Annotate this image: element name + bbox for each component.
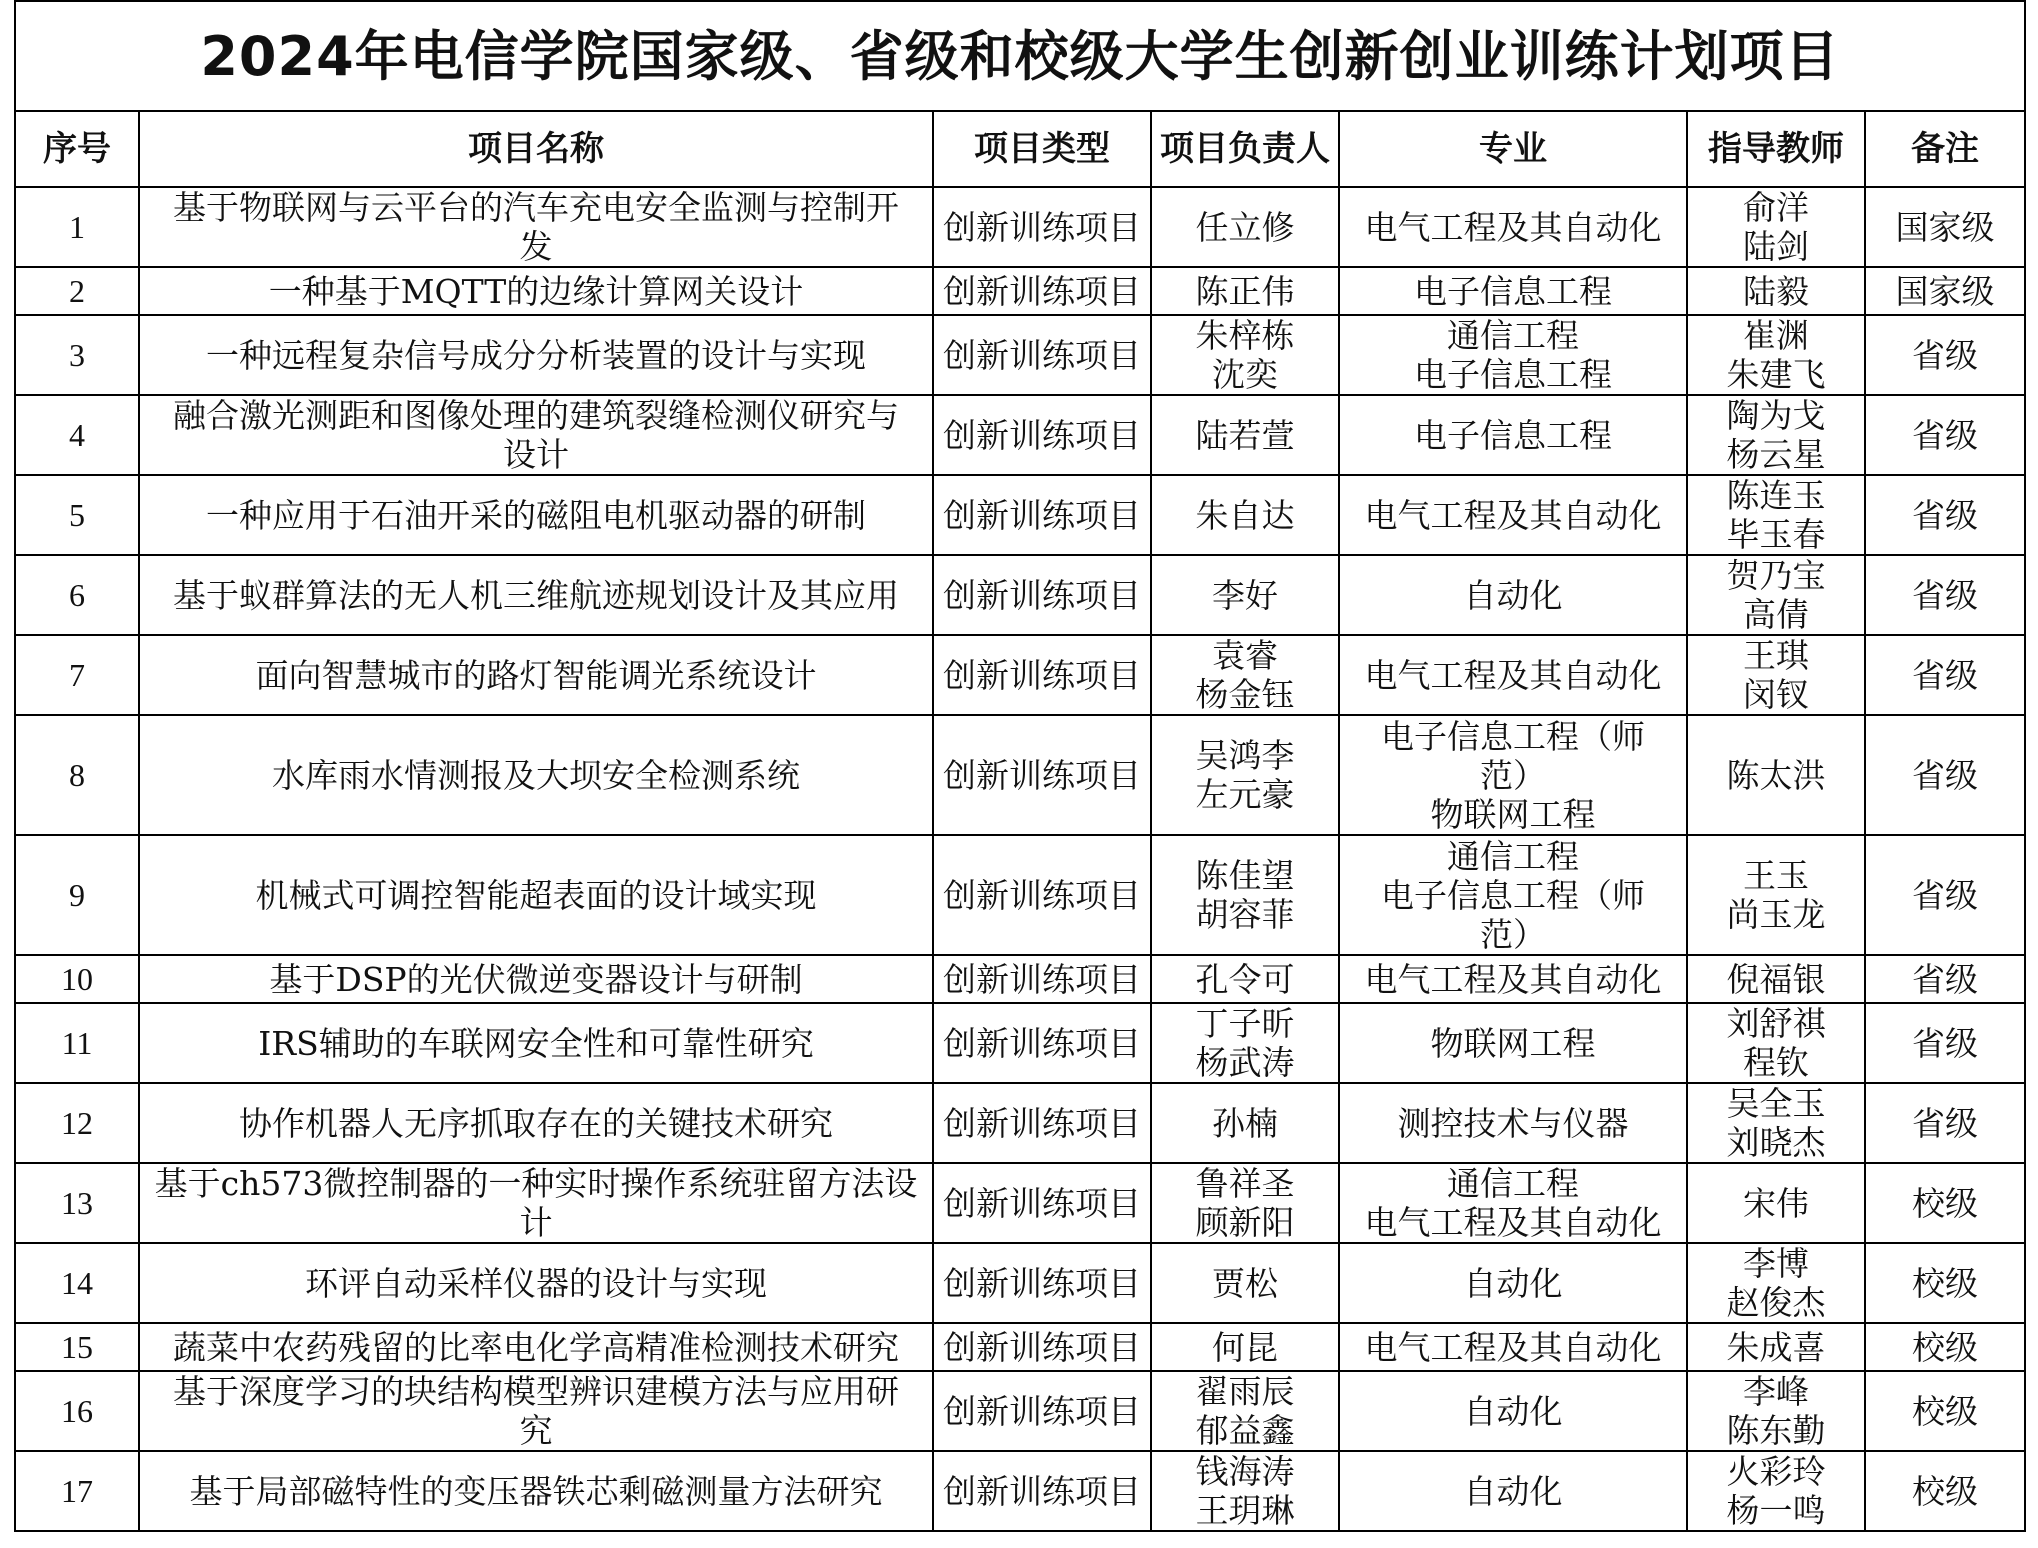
cell-remark: 校级 <box>1865 1163 2025 1243</box>
cell-major <box>1339 835 1687 955</box>
cell-leader-line: 孔令可 <box>1195 959 1295 999</box>
cell-remark: 省级 <box>1865 315 2025 395</box>
cell-project-name <box>139 635 933 715</box>
cell-project-name <box>139 315 933 395</box>
cell-project-type: 创新训练项目 <box>933 635 1151 715</box>
cell-project-type: 创新训练项目 <box>933 1083 1151 1163</box>
cell-advisor-line: 倪福银 <box>1726 959 1826 999</box>
cell-project-name-line: 一种应用于石油开采的磁阻电机驱动器的研制 <box>206 495 866 535</box>
cell-leader <box>1151 187 1339 267</box>
cell-index: 8 <box>15 715 139 835</box>
page-title: 2024年电信学院国家级、省级和校级大学生创新创业训练计划项目 <box>15 1 2025 111</box>
cell-index: 9 <box>15 835 139 955</box>
cell-advisor-line: 陆剑 <box>1743 227 1809 266</box>
cell-advisor-line: 陈东勤 <box>1726 1411 1826 1450</box>
cell-advisor <box>1687 1083 1865 1163</box>
cell-major <box>1339 187 1687 267</box>
table-row <box>15 1083 2025 1163</box>
cell-index: 10 <box>15 955 139 1003</box>
cell-leader-line: 李好 <box>1212 575 1278 615</box>
cell-project-type: 创新训练项目 <box>933 1371 1151 1451</box>
cell-project-name <box>139 475 933 555</box>
cell-leader <box>1151 315 1339 395</box>
spreadsheet <box>14 0 2024 1532</box>
cell-advisor-line: 陈太洪 <box>1726 755 1826 795</box>
header-advisor: 指导教师 <box>1687 111 1865 187</box>
cell-project-name <box>139 1243 933 1323</box>
cell-advisor-line: 李博 <box>1743 1244 1809 1283</box>
cell-remark: 国家级 <box>1865 267 2025 315</box>
cell-leader-line: 何昆 <box>1212 1327 1278 1367</box>
cell-leader-line: 鲁祥圣 <box>1195 1164 1295 1203</box>
cell-advisor <box>1687 635 1865 715</box>
cell-remark: 省级 <box>1865 715 2025 835</box>
cell-advisor-line: 陶为戈 <box>1726 396 1826 435</box>
cell-major-line: 自动化 <box>1463 575 1563 615</box>
cell-project-name <box>139 1083 933 1163</box>
table-row <box>15 555 2025 635</box>
cell-project-type: 创新训练项目 <box>933 1003 1151 1083</box>
cell-advisor-line: 赵俊杰 <box>1726 1283 1826 1322</box>
cell-major <box>1339 315 1687 395</box>
cell-leader-line: 翟雨辰 <box>1195 1372 1295 1411</box>
cell-advisor-line: 闵钗 <box>1743 675 1809 714</box>
cell-major-line: 物联网工程 <box>1430 1023 1596 1063</box>
header-remark: 备注 <box>1865 111 2025 187</box>
cell-project-type: 创新训练项目 <box>933 1451 1151 1531</box>
cell-major-line: 电气工程及其自动化 <box>1364 1203 1662 1242</box>
cell-leader-line: 左元豪 <box>1195 775 1295 814</box>
cell-major-line: 电气工程及其自动化 <box>1364 1327 1662 1367</box>
header-type: 项目类型 <box>933 111 1151 187</box>
cell-project-name-line: 究 <box>519 1411 553 1450</box>
cell-project-name-line: 环评自动采样仪器的设计与实现 <box>305 1263 767 1303</box>
cell-index: 6 <box>15 555 139 635</box>
cell-leader <box>1151 395 1339 475</box>
cell-major-line: 物联网工程 <box>1430 794 1596 834</box>
cell-leader <box>1151 1451 1339 1531</box>
cell-project-name <box>139 1003 933 1083</box>
cell-advisor-line: 朱建飞 <box>1726 355 1826 394</box>
cell-project-type: 创新训练项目 <box>933 267 1151 315</box>
cell-advisor-line: 陈连玉 <box>1726 476 1826 515</box>
cell-leader <box>1151 1371 1339 1451</box>
cell-project-name <box>139 267 933 315</box>
table-row <box>15 475 2025 555</box>
cell-major <box>1339 955 1687 1003</box>
cell-leader <box>1151 475 1339 555</box>
cell-leader <box>1151 1083 1339 1163</box>
cell-project-name-line: 基于蚁群算法的无人机三维航迹规划设计及其应用 <box>173 575 899 615</box>
cell-advisor <box>1687 1003 1865 1083</box>
cell-major <box>1339 1003 1687 1083</box>
cell-index: 14 <box>15 1243 139 1323</box>
cell-remark: 国家级 <box>1865 187 2025 267</box>
cell-index: 15 <box>15 1323 139 1371</box>
cell-project-name-line: 一种远程复杂信号成分分析装置的设计与实现 <box>206 335 866 375</box>
table-row <box>15 1371 2025 1451</box>
cell-leader-line: 郁益鑫 <box>1195 1411 1295 1450</box>
cell-leader <box>1151 1243 1339 1323</box>
table-row <box>15 1451 2025 1531</box>
cell-project-type: 创新训练项目 <box>933 715 1151 835</box>
table-row <box>15 187 2025 267</box>
cell-remark: 省级 <box>1865 955 2025 1003</box>
cell-advisor <box>1687 1243 1865 1323</box>
table-row <box>15 1243 2025 1323</box>
cell-advisor <box>1687 955 1865 1003</box>
cell-advisor <box>1687 187 1865 267</box>
cell-advisor-line: 崔渊 <box>1743 316 1809 355</box>
cell-index: 16 <box>15 1371 139 1451</box>
cell-advisor <box>1687 395 1865 475</box>
cell-major <box>1339 267 1687 315</box>
cell-leader-line: 杨金钰 <box>1195 675 1295 714</box>
cell-project-name <box>139 555 933 635</box>
cell-major <box>1339 1163 1687 1243</box>
cell-advisor <box>1687 835 1865 955</box>
cell-major <box>1339 1243 1687 1323</box>
cell-major-line: 电气工程及其自动化 <box>1364 959 1662 999</box>
cell-major-line: 电子信息工程 <box>1414 271 1612 311</box>
cell-major-line: 通信工程 <box>1447 836 1579 876</box>
cell-remark: 省级 <box>1865 635 2025 715</box>
cell-project-type: 创新训练项目 <box>933 1243 1151 1323</box>
cell-major-line: 通信工程 <box>1447 316 1579 355</box>
cell-advisor <box>1687 1323 1865 1371</box>
cell-advisor-line: 吴全玉 <box>1726 1084 1826 1123</box>
cell-advisor <box>1687 315 1865 395</box>
cell-leader <box>1151 1003 1339 1083</box>
cell-leader-line: 朱自达 <box>1195 495 1295 535</box>
cell-project-type: 创新训练项目 <box>933 835 1151 955</box>
cell-major <box>1339 1323 1687 1371</box>
cell-leader-line: 孙楠 <box>1212 1103 1278 1143</box>
cell-index: 11 <box>15 1003 139 1083</box>
cell-major <box>1339 635 1687 715</box>
cell-index: 4 <box>15 395 139 475</box>
table-row <box>15 395 2025 475</box>
table-row <box>15 315 2025 395</box>
cell-advisor-line: 程钦 <box>1743 1043 1809 1082</box>
cell-index: 13 <box>15 1163 139 1243</box>
table-body <box>15 187 2025 1531</box>
table-row <box>15 635 2025 715</box>
cell-advisor-line: 王玉 <box>1743 856 1809 895</box>
cell-remark: 校级 <box>1865 1371 2025 1451</box>
cell-leader-line: 陈正伟 <box>1195 271 1295 311</box>
cell-project-name <box>139 1163 933 1243</box>
cell-major <box>1339 555 1687 635</box>
cell-project-name-line: 机械式可调控智能超表面的设计域实现 <box>255 875 817 915</box>
cell-leader-line: 袁睿 <box>1212 636 1278 675</box>
table-row <box>15 1003 2025 1083</box>
cell-index: 5 <box>15 475 139 555</box>
cell-major-line: 自动化 <box>1463 1471 1563 1511</box>
cell-leader-line: 吴鸿李 <box>1195 736 1295 775</box>
cell-major <box>1339 715 1687 835</box>
cell-leader <box>1151 1163 1339 1243</box>
cell-leader-line: 任立修 <box>1195 207 1295 247</box>
cell-remark: 省级 <box>1865 835 2025 955</box>
cell-remark: 省级 <box>1865 395 2025 475</box>
cell-major-line: 电气工程及其自动化 <box>1364 655 1662 695</box>
cell-advisor-line: 火彩玲 <box>1726 1452 1826 1491</box>
cell-leader-line: 陈佳望 <box>1195 856 1295 895</box>
cell-project-type: 创新训练项目 <box>933 955 1151 1003</box>
cell-advisor-line: 李峰 <box>1743 1372 1809 1411</box>
cell-advisor-line: 毕玉春 <box>1726 515 1826 554</box>
header-leader: 项目负责人 <box>1151 111 1339 187</box>
cell-major <box>1339 475 1687 555</box>
cell-project-name-line: 一种基于MQTT的边缘计算网关设计 <box>268 271 804 311</box>
cell-major-line: 自动化 <box>1463 1263 1563 1303</box>
cell-project-name-line: 基于物联网与云平台的汽车充电安全监测与控制开 <box>173 188 899 227</box>
cell-project-name <box>139 835 933 955</box>
cell-project-type: 创新训练项目 <box>933 555 1151 635</box>
cell-project-type: 创新训练项目 <box>933 1163 1151 1243</box>
cell-project-name <box>139 955 933 1003</box>
cell-leader <box>1151 955 1339 1003</box>
cell-advisor <box>1687 715 1865 835</box>
cell-remark: 校级 <box>1865 1323 2025 1371</box>
cell-project-name-line: 蔬菜中农药残留的比率电化学高精准检测技术研究 <box>173 1327 899 1367</box>
cell-project-name-line: 设计 <box>503 435 569 474</box>
cell-major <box>1339 1083 1687 1163</box>
cell-major <box>1339 1451 1687 1531</box>
table-row <box>15 715 2025 835</box>
cell-leader-line: 王玥琳 <box>1195 1491 1295 1530</box>
cell-advisor <box>1687 1451 1865 1531</box>
cell-project-name-line: 基于DSP的光伏微逆变器设计与研制 <box>269 959 803 999</box>
header-name: 项目名称 <box>139 111 933 187</box>
cell-project-name <box>139 395 933 475</box>
cell-major-line: 自动化 <box>1463 1391 1563 1431</box>
cell-leader-line: 顾新阳 <box>1195 1203 1295 1242</box>
cell-index: 3 <box>15 315 139 395</box>
cell-index: 17 <box>15 1451 139 1531</box>
project-table <box>14 0 2026 1532</box>
cell-leader-line: 沈奕 <box>1212 355 1278 394</box>
cell-advisor <box>1687 267 1865 315</box>
cell-advisor-line: 宋伟 <box>1743 1183 1809 1223</box>
cell-advisor <box>1687 475 1865 555</box>
cell-project-name <box>139 1451 933 1531</box>
cell-leader-line: 朱梓栋 <box>1195 316 1295 355</box>
cell-project-name-line: 基于深度学习的块结构模型辨识建模方法与应用研 <box>173 1372 899 1411</box>
cell-remark: 校级 <box>1865 1451 2025 1531</box>
cell-major-line: 范） <box>1480 755 1546 795</box>
cell-advisor-line: 刘晓杰 <box>1726 1123 1826 1162</box>
cell-leader-line: 杨武涛 <box>1195 1043 1295 1082</box>
cell-project-name <box>139 1323 933 1371</box>
cell-leader-line: 胡容菲 <box>1195 895 1295 934</box>
cell-major-line: 电子信息工程（师 <box>1381 716 1645 756</box>
cell-leader <box>1151 1323 1339 1371</box>
cell-index: 1 <box>15 187 139 267</box>
cell-project-name-line: 基于局部磁特性的变压器铁芯剩磁测量方法研究 <box>189 1471 883 1511</box>
cell-major-line: 测控技术与仪器 <box>1397 1103 1629 1143</box>
cell-remark: 省级 <box>1865 555 2025 635</box>
cell-project-type: 创新训练项目 <box>933 475 1151 555</box>
cell-project-name <box>139 715 933 835</box>
cell-project-type: 创新训练项目 <box>933 395 1151 475</box>
cell-major <box>1339 395 1687 475</box>
cell-advisor-line: 刘舒祺 <box>1726 1004 1826 1043</box>
cell-advisor-line: 尚玉龙 <box>1726 895 1826 934</box>
cell-project-type: 创新训练项目 <box>933 187 1151 267</box>
cell-advisor-line: 高倩 <box>1743 595 1809 634</box>
cell-index: 2 <box>15 267 139 315</box>
cell-project-type: 创新训练项目 <box>933 1323 1151 1371</box>
cell-project-name-line: 面向智慧城市的路灯智能调光系统设计 <box>255 655 817 695</box>
cell-remark: 省级 <box>1865 1003 2025 1083</box>
cell-remark: 省级 <box>1865 1083 2025 1163</box>
cell-index: 7 <box>15 635 139 715</box>
cell-leader <box>1151 715 1339 835</box>
cell-major-line: 电子信息工程（师 <box>1381 875 1645 915</box>
cell-project-name <box>139 187 933 267</box>
cell-remark: 省级 <box>1865 475 2025 555</box>
cell-index: 12 <box>15 1083 139 1163</box>
cell-major-line: 电子信息工程 <box>1414 355 1612 394</box>
header-row <box>15 111 2025 187</box>
cell-advisor-line: 贺乃宝 <box>1726 556 1826 595</box>
cell-advisor-line: 王琪 <box>1743 636 1809 675</box>
cell-leader <box>1151 835 1339 955</box>
table-row <box>15 1163 2025 1243</box>
table-row <box>15 267 2025 315</box>
cell-project-name-line: 融合激光测距和图像处理的建筑裂缝检测仪研究与 <box>173 396 899 435</box>
cell-leader <box>1151 267 1339 315</box>
cell-leader <box>1151 555 1339 635</box>
cell-remark: 校级 <box>1865 1243 2025 1323</box>
cell-leader-line: 钱海涛 <box>1195 1452 1295 1491</box>
header-index: 序号 <box>15 111 139 187</box>
cell-advisor <box>1687 1163 1865 1243</box>
cell-project-name-line: IRS辅助的车联网安全性和可靠性研究 <box>258 1023 814 1063</box>
cell-major-line: 电气工程及其自动化 <box>1364 495 1662 535</box>
cell-major-line: 通信工程 <box>1447 1164 1579 1203</box>
cell-advisor-line: 杨云星 <box>1726 435 1826 474</box>
table-row <box>15 835 2025 955</box>
cell-leader <box>1151 635 1339 715</box>
cell-advisor-line: 陆毅 <box>1743 271 1809 311</box>
cell-leader-line: 陆若萱 <box>1195 415 1295 455</box>
header-major: 专业 <box>1339 111 1687 187</box>
cell-project-type: 创新训练项目 <box>933 315 1151 395</box>
cell-major <box>1339 1371 1687 1451</box>
cell-advisor-line: 杨一鸣 <box>1726 1491 1826 1530</box>
cell-project-name-line: 基于ch573微控制器的一种实时操作系统驻留方法设 <box>154 1164 918 1203</box>
cell-advisor-line: 朱成喜 <box>1726 1327 1826 1367</box>
table-row <box>15 1323 2025 1371</box>
table-row <box>15 955 2025 1003</box>
cell-project-name-line: 水库雨水情测报及大坝安全检测系统 <box>272 755 800 795</box>
cell-advisor <box>1687 1371 1865 1451</box>
cell-advisor <box>1687 555 1865 635</box>
cell-leader-line: 贾松 <box>1212 1263 1278 1303</box>
cell-project-name <box>139 1371 933 1451</box>
cell-project-name-line: 发 <box>519 227 553 266</box>
cell-major-line: 电气工程及其自动化 <box>1364 207 1662 247</box>
cell-major-line: 范） <box>1480 914 1546 954</box>
cell-major-line: 电子信息工程 <box>1414 415 1612 455</box>
cell-project-name-line: 计 <box>519 1203 553 1242</box>
cell-leader-line: 丁子昕 <box>1195 1004 1295 1043</box>
cell-advisor-line: 俞洋 <box>1743 188 1809 227</box>
cell-project-name-line: 协作机器人无序抓取存在的关键技术研究 <box>239 1103 833 1143</box>
